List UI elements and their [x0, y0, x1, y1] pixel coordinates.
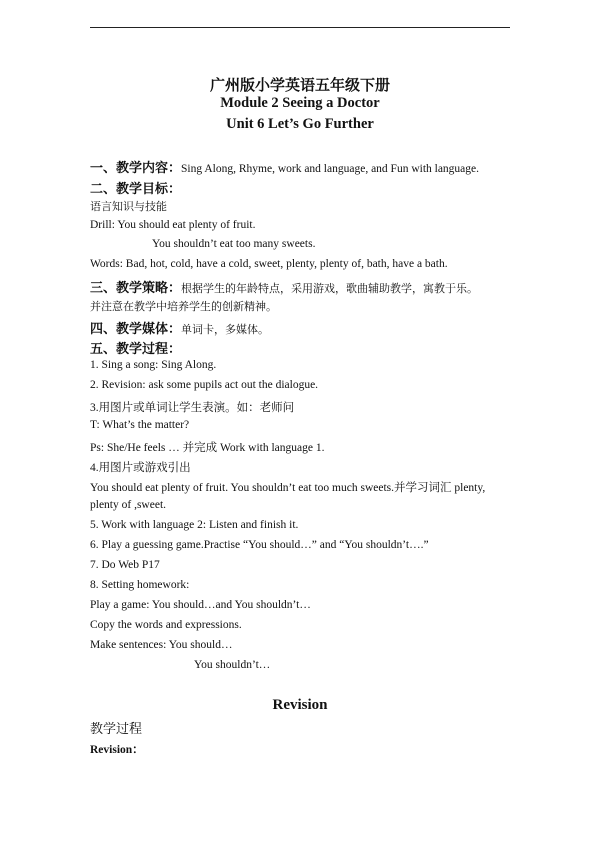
unit-title: Unit 6 Let’s Go Further: [226, 116, 374, 132]
step-line: 7. Do Web P17: [90, 559, 160, 571]
goals-line: [90, 178, 181, 197]
media-heading: 四、教学媒体：: [90, 322, 182, 337]
content-heading: 一、教学内容：: [90, 161, 182, 176]
step-line: Make sentences: You should…: [90, 639, 233, 651]
step-line: You shouldn’t…: [194, 659, 271, 671]
content-line: [90, 157, 479, 176]
content-text: Sing Along, Rhyme, work and language, and Fun with language.: [181, 163, 480, 175]
drill-line-1: Drill: You should eat plenty of fruit.: [90, 219, 256, 231]
step-line: 8. Setting homework:: [90, 579, 190, 591]
step-line: 3.用图片或单词让学生表演。如：老师问: [90, 402, 295, 414]
top-rule: [90, 27, 510, 28]
strategy-heading: 三、教学策略：: [90, 281, 182, 296]
media-line: [90, 318, 269, 337]
step-line: 6. Play a guessing game.Practise “You should…” and “You shouldn’t….”: [90, 539, 429, 551]
step-line: T: What’s the matter?: [90, 419, 190, 431]
goals-subheading: 语言知识与技能: [90, 200, 167, 213]
step-line: 5. Work with language 2: Listen and finish it.: [90, 519, 299, 531]
revision-title: Revision: [272, 697, 328, 713]
step-line: 1. Sing a song: Sing Along.: [90, 359, 217, 371]
strategy-text: 根据学生的年龄特点，采用游戏，歌曲辅助教学，寓教于乐。: [181, 282, 479, 295]
step-line: plenty of ,sweet.: [90, 499, 167, 511]
step-line: 4.用图片或游戏引出: [90, 462, 191, 474]
step-line: You should eat plenty of fruit. You shouldn’t eat too much sweets.并学习词汇 plenty,: [90, 482, 486, 494]
step-line: Play a game: You should…and You shouldn’t…: [90, 599, 311, 611]
step-line: Ps: She/He feels … 并完成 Work with language 1.: [90, 442, 325, 454]
module-title: Module 2 Seeing a Doctor: [220, 95, 380, 111]
step-line: Copy the words and expressions.: [90, 619, 242, 631]
revision-process-label: 教学过程: [90, 722, 143, 737]
words-line: Words: Bad, hot, cold, have a cold, sweet, plenty, plenty of, bath, have a bath.: [90, 258, 448, 270]
document-title: 广州版小学英语五年级下册: [209, 76, 390, 94]
process-line: [90, 338, 181, 357]
media-text: 单词卡，多媒体。: [181, 323, 270, 336]
strategy-line: [90, 277, 478, 296]
strategy-text-2: 并注意在教学中培养学生的创新精神。: [90, 300, 277, 313]
step-line: 2. Revision: ask some pupils act out the dialogue.: [90, 379, 319, 391]
goals-heading: 二、教学目标：: [90, 182, 182, 197]
process-heading: 五、教学过程：: [90, 342, 182, 357]
drill-line-2: You shouldn’t eat too many sweets.: [152, 238, 316, 250]
revision-label: Revision：: [90, 744, 144, 756]
